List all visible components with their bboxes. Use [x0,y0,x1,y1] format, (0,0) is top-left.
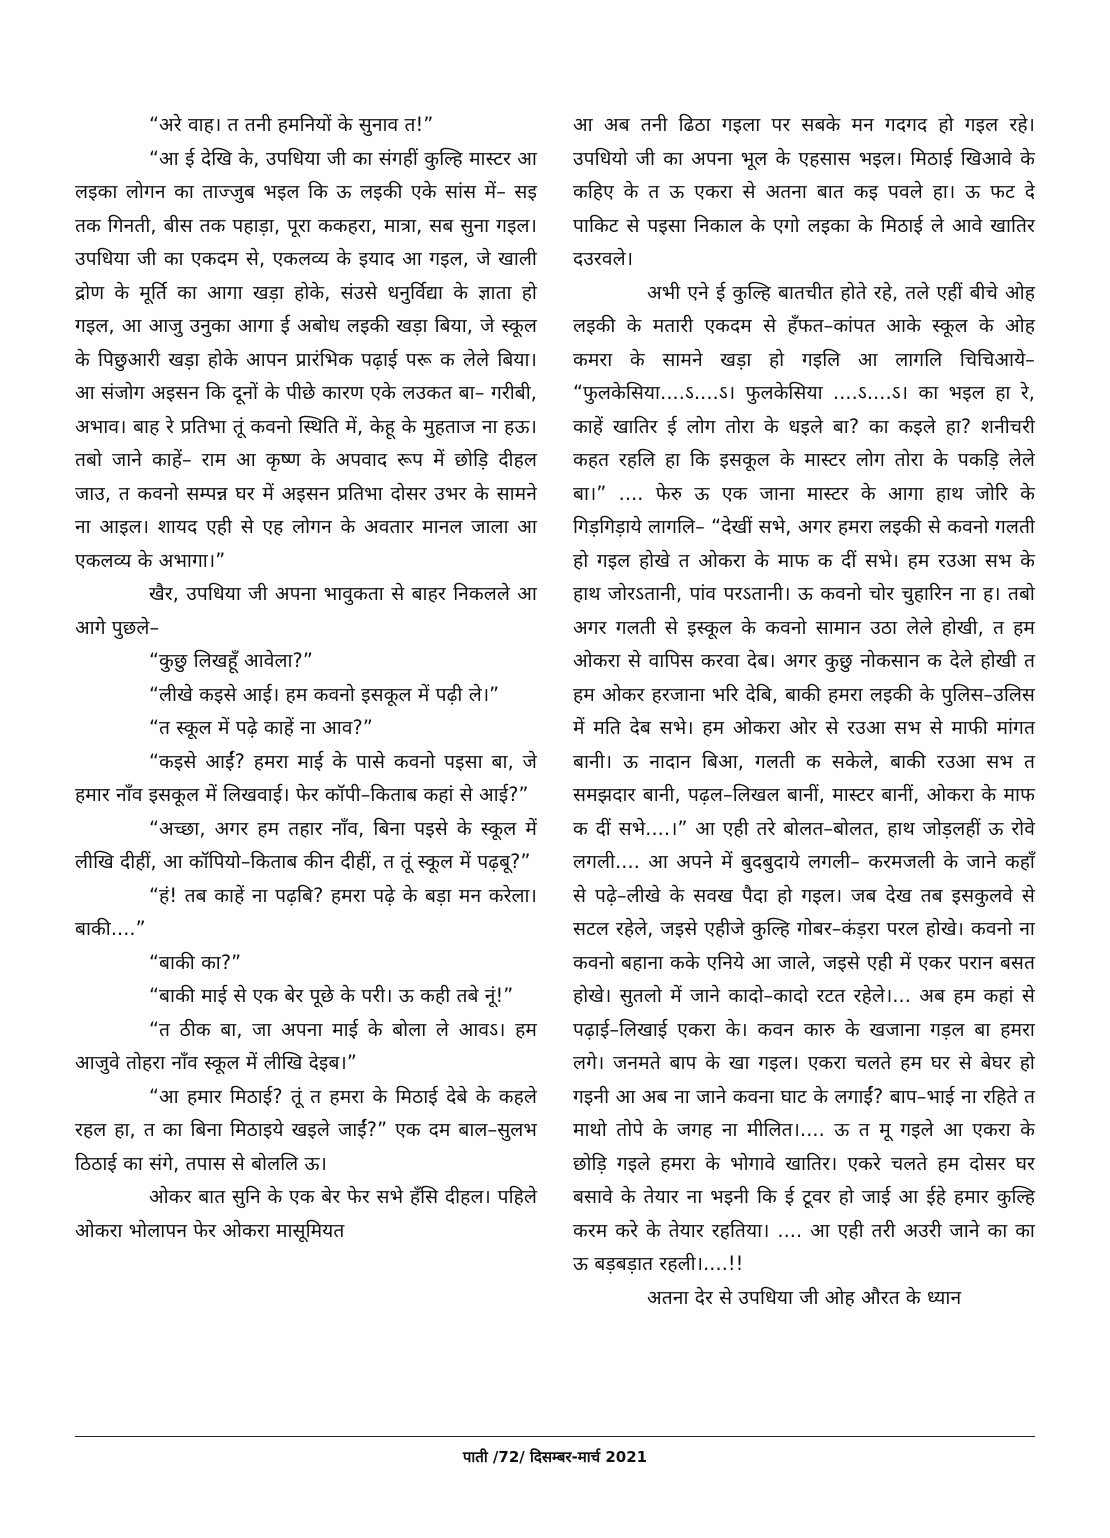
paragraph: “बाकी माई से एक बेर पूछे के परी। ऊ कही तबे नूं!” [149,984,514,1007]
paragraph: “कुछु लिखहूँ आवेला?” [149,649,313,672]
right-column [573,108,1035,1314]
paragraph: “हं! तब काहें ना पढ़बि? हमरा पढ़े के बड़ा मन करेला। बाकी....” [75,883,537,940]
page-footer: पाती /72/ दिसम्बर-मार्च 2021 [462,1448,648,1466]
paragraph: “आ हमार मिठाई? तूं त हमरा के मिठाई देबे के कहले रहल हा, त का बिना मिठाइये खइले जाईं?” एक दम बाल–सुलभ ठिठाई का संगे, तपास से बोललि ऊ। [75,1084,537,1175]
paragraph: “लीखे कइसे आई। हम कवनो इसकूल में पढ़ी ले।” [149,682,500,706]
paragraph: आ अब तनी ढिठा गइला पर सबके मन गदगद हो गइल रहे। उपधियो जी का अपना भूल के एहसास भइल। मिठाई खिआवे के कहिए के त ऊ एकरा से अतना बात कइ पवले हा। ऊ फट दे पाकिट से पइसा निकाल के एगो लइका के मिठाई ले आवे खातिर दउरवले। [573,113,1035,270]
paragraph: अभी एने ई कुल्हि बातचीत होते रहे, तले एहीं बीचे ओह लइकी के मतारी एकदम से हँफत–कांपत आके स्कूल के ओह कमरा के सामने खड़ा हो गइलि आ लागलि चिचिआये– “फुलकेसिया....ऽ....ऽ। फुलकेसिया ....ऽ....ऽ। का भइल हा रे, काहें खातिर ई लोग तोरा के धइले बा? का कइले हा? शनीचरी कहत रहलि हा कि इसकूल के मास्टर लोग तोरा के पकड़ि लेले बा।” .... फेरु ऊ एक जाना मास्टर के आगा हाथ जोरि के गिड़गिड़ाये लागलि– “देखीं सभे, अगर हमरा लइकी से कवनो गलती हो गइल होखे त ओकरा के माफ क दीं सभे। हम रउआ सभ के हाथ जोरऽतानी, पांव परऽतानी। ऊ कवनो चोर चुहारिन ना ह। तबो अगर गलती से इस्कूल के कवनो सामान उठा लेले होखी, त हम ओकरा से वापिस करवा देब। अगर कुछु नोकसान क देले होखी त हम ओकर हरजाना भरि देबि, बाकी हमरा लइकी के पुलिस–उलिस में मति देब सभे। हम ओकरा ओर से रउआ सभ से माफी मांगत बानी। ऊ नादान बिआ, गलती क सकेले, बाकी रउआ सभ त समझदार बानी, पढ़ल–लिखल बानीं, मास्टर बानीं, ओकरा के माफ क दीं सभे....।” आ एही तरे बोलत–बोलत, हाथ जोड़लहीं ऊ रोवे लगली.... आ अपने में बुदबुदाये लगली– करमजली के जाने कहाँ से पढ़े–लीखे के सवख पैदा हो गइल। जब देख तब इसकुलवे से सटल रहेले, जइसे एहीजे कुल्हि गोबर–कंड़रा परल होखे। कवनो ना कवनो बहाना कके एनिये आ जाले, जइसे एही में एकर परान बसत होखे। सुतलो में जाने कादो–कादो रटत रहेले।... अब हम कहां से पढ़ाई–लिखाई एकरा के। कवन कारु के खजाना गड़ल बा हमरा लगे। जनमते बाप के खा गइल। एकरा चलते हम घर से बेघर हो गइनी आ अब ना जाने कवना घाट के लगाईं? बाप–भाई ना रहिते त माथो तोपे के जगह ना मीलित।.... ऊ त मू गइले आ एकरा के छोड़ि गइले हमरा के भोगावे खातिर। एकरे चलते हम दोसर घर बसावे के तेयार ना भइनी कि ई टूवर हो जाई आ ईहे हमार कुल्हि करम करे के तेयार रहतिया। .... आ एही तरी अउरी जाने का का ऊ बड़बड़ात रहली।....!! [573,280,1035,1275]
paragraph: ओकर बात सुनि के एक बेर फेर सभे हँसि दीहल। पहिले ओकरा भोलापन फेर ओकरा मासूमियत [75,1185,537,1242]
paragraph: अतना देर से उपधिया जी ओह औरत के ध्यान [647,1285,962,1309]
paragraph: “बाकी का?” [149,950,242,974]
paragraph: खैर, उपधिया जी अपना भावुकता से बाहर निकलले आ आगे पुछले– [75,582,537,639]
paragraph: “त स्कूल में पढ़े काहें ना आव?” [149,716,373,739]
paragraph: “त ठीक बा, जा अपना माई के बोला ले आवऽ। हम आजुवे तोहरा नाँव स्कूल में लीखि देइब।” [75,1017,537,1074]
left-column [75,108,537,1247]
paragraph: “आ ई देखि के, उपधिया जी का संगहीं कुल्हि मास्टर आ लइका लोगन का ताज्जुब भइल कि ऊ लइकी एके सांस में– सइ तक गिनती, बीस तक पहाड़ा, पूरा ककहरा, मात्रा, सब सुना गइल। उपधिया जी का एकदम से, एकलव्य के इयाद आ गइल, जे खाली द्रोण के मूर्ति का आगा खड़ा होके, संउसे धनुर्विद्या के ज्ञाता हो गइल, आ आजु उनुका आगा ई अबोध लइकी खड़ा बिया, जे स्कूल के पिछुआरी खड़ा होके आपन प्रारंभिक पढ़ाई परू क लेले बिया। आ संजोग अइसन कि दूनों के पीछे कारण एके लउकत बा– गरीबी, अभाव। बाह रे प्रतिभा तूं कवनो स्थिति में, केहू के मुहताज ना हऊ। तबो जाने काहें– राम आ कृष्ण के अपवाद रूप में छोड़ि दीहल जाउ, त कवनो सम्पन्न घर में अइसन प्रतिभा दोसर उभर के सामने ना आइल। शायद एही से एह लोगन के अवतार मानल जाला आ एकलव्य के अभागा।” [75,146,537,572]
paragraph: “अरे वाह। त तनी हमनियों के सुनाव त!” [149,113,434,136]
footer-divider [75,1436,1035,1437]
paragraph: “अच्छा, अगर हम तहार नाँव, बिना पइसे के स्कूल में लीखि दीहीं, आ कॉपियो–किताब कीन दीहीं, त तूं स्कूल में पढ़बू?” [75,816,537,873]
paragraph: “कइसे आईं? हमरा माई के पासे कवनो पइसा बा, जे हमार नाँव इसकूल में लिखवाई। फेर कॉपी–किताब कहां से आई?” [75,749,537,806]
